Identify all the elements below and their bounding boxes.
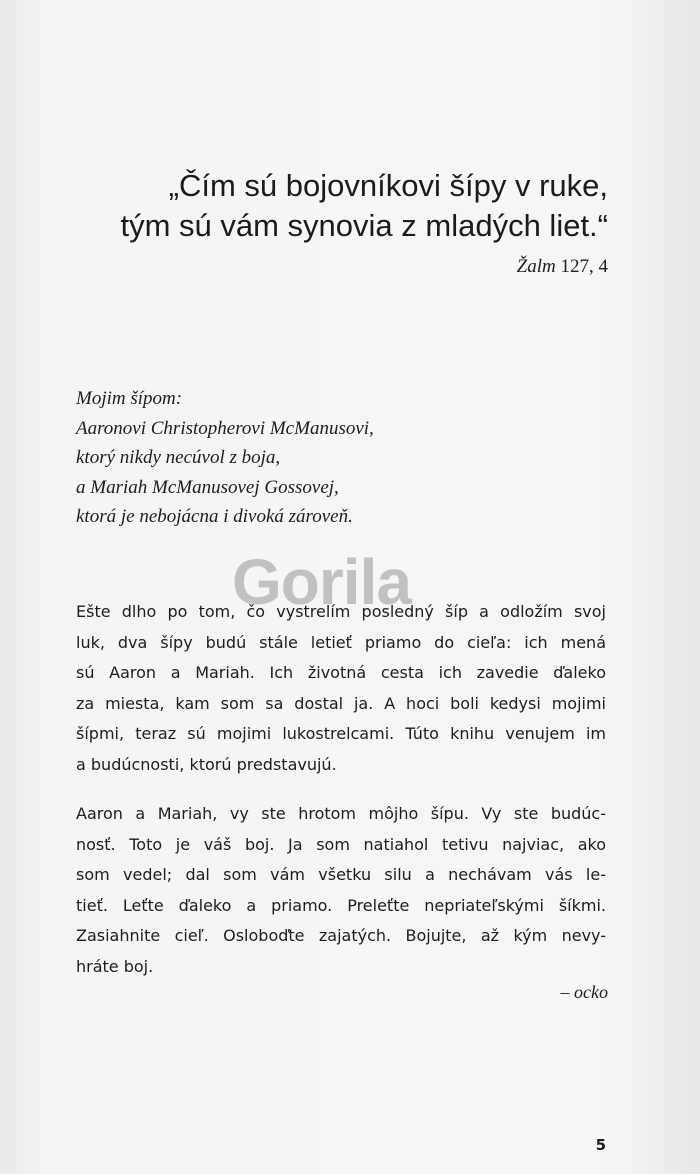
signature: – ocko (560, 982, 608, 1002)
epigraph-quote (120, 166, 608, 246)
dedication (76, 384, 374, 532)
epigraph-line: tým sú vám synovia z mladých liet.“ (120, 208, 608, 243)
paragraph-line: som vedel; dal som vám všetku silu a nechávam vás le- (76, 865, 606, 884)
body-paragraph-1 (76, 597, 606, 780)
dedication-line: ktorý nikdy necúvol z boja, (76, 447, 281, 468)
citation-book: Žalm (516, 256, 556, 277)
epigraph-citation (517, 256, 608, 278)
paragraph-line: luk, dva šípy budú stále letieť priamo do cieľa: ich mená (76, 632, 606, 652)
paragraph-line: a budúcnosti, ktorú predstavujú. (76, 754, 337, 774)
paragraph-line: Aaron a Mariah, vy ste hrotom môjho šípu. Vy ste budúc- (76, 804, 606, 823)
dedication-line: a Mariah McManusovej Gossovej, (76, 476, 339, 498)
epigraph-line: „Čím sú bojovníkovi šípy v ruke, (168, 168, 608, 203)
page-number: 5 (595, 1136, 606, 1154)
paragraph-line: za miesta, kam som sa dostal ja. A hoci boli kedysi mojimi (76, 693, 606, 713)
dedication-line: ktorá je nebojácna i divoká zároveň. (76, 506, 353, 527)
paragraph-line: nosť. Toto je váš boj. Ja som natiahol tetivu najviac, ako (76, 834, 606, 854)
paragraph-line: Ešte dlho po tom, čo vystrelím posledný šíp a odložím svoj (76, 602, 606, 621)
paragraph-line: šípmi, teraz sú mojimi lukostrelcami. Túto knihu venujem im (76, 724, 606, 743)
paragraph-line: tieť. Leťte ďaleko a priamo. Preleťte nepriateľskými šíkmi. (76, 895, 606, 915)
citation-reference: 127, 4 (560, 256, 608, 277)
paragraph-line: Zasiahnite cieľ. Osloboďte zajatých. Bojujte, až kým nevy- (76, 926, 606, 945)
paragraph-line: sú Aaron a Mariah. Ich životná cesta ich zavedie ďaleko (76, 663, 606, 682)
body-paragraph-2 (76, 799, 606, 982)
paragraph-line: hráte boj. (76, 956, 154, 976)
dedication-line: Aaronovi Christopherovi McManusovi, (76, 417, 374, 439)
dedication-line: Mojim šípom: (76, 388, 183, 409)
watermark-logo: Gorila (232, 546, 411, 618)
